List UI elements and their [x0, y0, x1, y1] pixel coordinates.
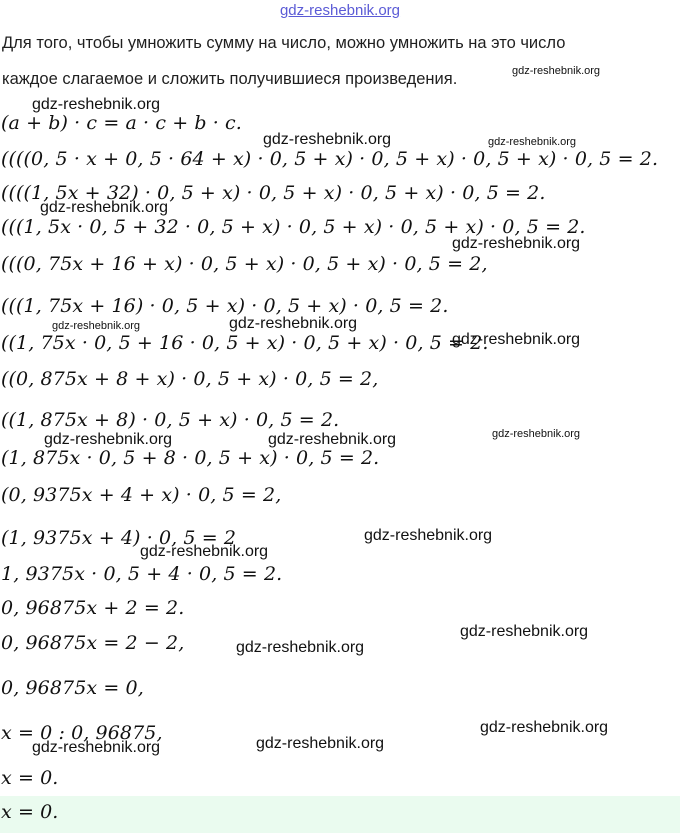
- watermark: gdz-reshebnik.org: [512, 65, 601, 77]
- watermark: gdz-reshebnik.org: [52, 320, 141, 332]
- watermark: gdz-reshebnik.org: [263, 131, 392, 148]
- intro-line-1: Для того, чтобы умножить сумму на число, можно умножить на это число: [2, 34, 566, 52]
- watermark: gdz-reshebnik.org: [40, 199, 169, 216]
- watermark: gdz-reshebnik.org: [140, 543, 269, 560]
- equation-step-7: ((0, 875x + 8 + x) · 0, 5 + x) · 0, 5 = 2,: [1, 368, 379, 390]
- watermark: gdz-reshebnik.org: [44, 431, 173, 448]
- equation-step-15: 0, 96875x = 0,: [1, 677, 144, 699]
- equation-step-16: x = 0 : 0, 96875,: [1, 722, 163, 744]
- equation-step-3: (((1, 5x · 0, 5 + 32 · 0, 5 + x) · 0, 5 + x) · 0, 5 + x) · 0, 5 = 2.: [1, 216, 586, 238]
- equation-step-2: ((((1, 5x + 32) · 0, 5 + x) · 0, 5 + x) · 0, 5 + x) · 0, 5 = 2.: [1, 182, 546, 204]
- watermark: gdz-reshebnik.org: [480, 719, 609, 736]
- watermark: gdz-reshebnik.org: [488, 136, 577, 148]
- equation-step-14: 0, 96875x = 2 − 2,: [1, 632, 185, 654]
- equation-step-9: (1, 875x · 0, 5 + 8 · 0, 5 + x) · 0, 5 = 2.: [1, 447, 380, 469]
- equation-step-11: (1, 9375x + 4) · 0, 5 = 2: [1, 527, 237, 549]
- equation-step-13: 0, 96875x + 2 = 2.: [1, 597, 185, 619]
- equation-step-10: (0, 9375x + 4 + x) · 0, 5 = 2,: [1, 484, 282, 506]
- equation-step-5: (((1, 75x + 16) · 0, 5 + x) · 0, 5 + x) · 0, 5 = 2.: [1, 295, 449, 317]
- answer-text: x = 0.: [1, 801, 59, 823]
- watermark: gdz-reshebnik.org: [32, 96, 161, 113]
- formula-distributive: (a + b) · c = a · c + b · c.: [1, 112, 242, 134]
- intro-line-2: каждое слагаемое и сложить получившиеся произведения.: [2, 70, 458, 88]
- watermark: gdz-reshebnik.org: [268, 431, 397, 448]
- watermark: gdz-reshebnik.org: [452, 331, 581, 348]
- equation-step-8: ((1, 875x + 8) · 0, 5 + x) · 0, 5 = 2.: [1, 409, 340, 431]
- watermark: gdz-reshebnik.org: [256, 735, 385, 752]
- answer-box: [0, 796, 680, 833]
- site-header-link[interactable]: gdz-reshebnik.org: [279, 2, 401, 19]
- equation-step-12: 1, 9375x · 0, 5 + 4 · 0, 5 = 2.: [1, 563, 283, 585]
- equation-step-1: ((((0, 5 · x + 0, 5 · 64 + x) · 0, 5 + x) · 0, 5 + x) · 0, 5 + x) · 0, 5 = 2.: [1, 148, 659, 170]
- watermark: gdz-reshebnik.org: [236, 639, 365, 656]
- watermark: gdz-reshebnik.org: [32, 739, 161, 756]
- equation-step-6: ((1, 75x · 0, 5 + 16 · 0, 5 + x) · 0, 5 + x) · 0, 5 = 2.: [1, 332, 489, 354]
- watermark: gdz-reshebnik.org: [364, 527, 493, 544]
- watermark: gdz-reshebnik.org: [492, 428, 581, 440]
- equation-step-4: (((0, 75x + 16 + x) · 0, 5 + x) · 0, 5 + x) · 0, 5 = 2,: [1, 253, 488, 275]
- watermark: gdz-reshebnik.org: [452, 235, 581, 252]
- equation-step-17: x = 0.: [1, 767, 59, 789]
- watermark: gdz-reshebnik.org: [229, 315, 358, 332]
- watermark: gdz-reshebnik.org: [460, 623, 589, 640]
